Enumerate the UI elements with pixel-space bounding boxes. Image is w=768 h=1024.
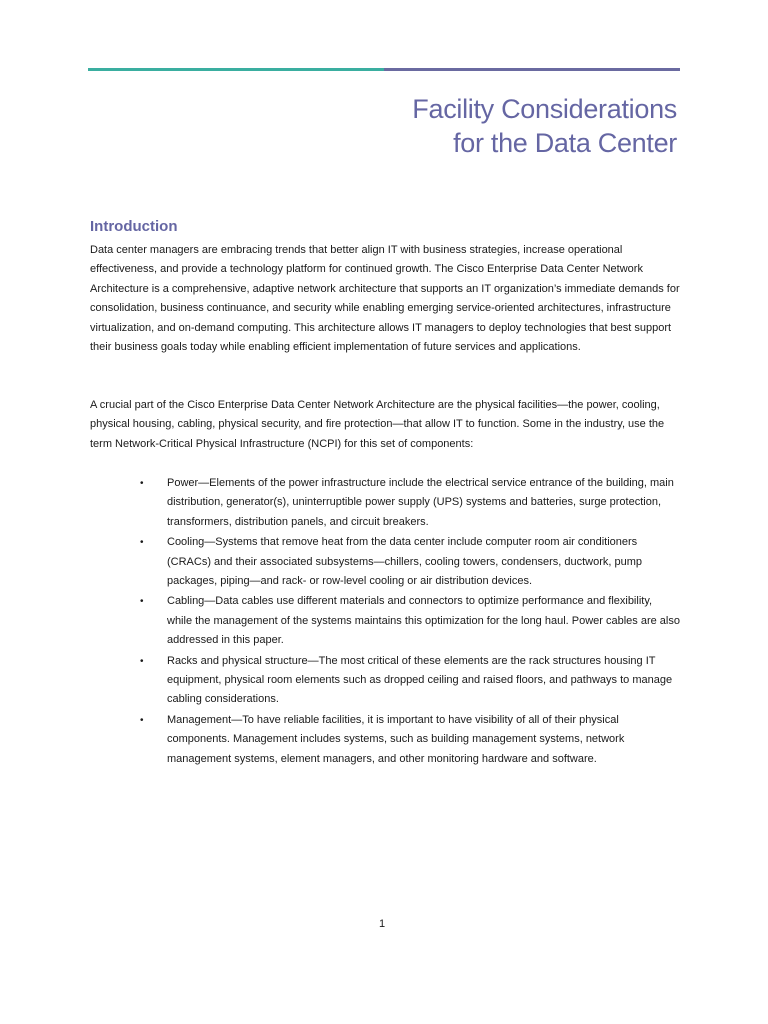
page-title [412, 92, 677, 160]
list-item [140, 711, 680, 769]
list-item [140, 592, 680, 650]
bullet-icon: • [140, 714, 144, 726]
intro-paragraph-1: Data center managers are embracing trends that better align IT with business strategies, increase operational effectiveness, and provide a technology platform for continued growth. The Cisco Enterprise Data Center Network Architecture is a comprehensive, adaptive network architecture that supports an IT organization’s immediate demands for consolidation, business continuance, and security while enabling emerging service-oriented architectures, infrastructure virtualization, and on-demand computing. This architecture allows IT managers to deploy technologies that best support their business goals today while enabling efficient implementation of future services and applications. [90, 244, 680, 354]
bullet-icon: • [140, 537, 144, 549]
list-item [140, 474, 680, 532]
list-item [140, 652, 680, 710]
bullet-text-cabling: Cabling—Data cables use different materials and connectors to optimize performance and flexibility, while the management of the systems maintains this optimization for the long haul. Power cables are also addressed in this paper. [167, 595, 680, 647]
bullet-text-management: Management—To have reliable facilities, it is important to have visibility of all of their physical components. Management includes systems, such as building management systems, network management systems, element managers, and other monitoring hardware and software. [167, 713, 625, 765]
page-title-line-1: Facility Considerations [412, 94, 677, 124]
header-rule-teal-segment [88, 68, 384, 71]
bullet-text-cooling: Cooling—Systems that remove heat from the data center include computer room air conditioners (CRACs) and their associated subsystems—chillers, cooling towers, condensers, ductwork, pump packages, piping—and rack- or row-level cooling or air distribution devices. [167, 536, 643, 588]
page-title-line-2: for the Data Center [453, 128, 677, 158]
header-rule [88, 68, 680, 71]
bullet-text-racks: Racks and physical structure—The most critical of these elements are the rack structures housing IT equipment, physical room elements such as dropped ceiling and raised floors, and pathways to manage cabling considerations. [167, 654, 673, 706]
bullet-text-power: Power—Elements of the power infrastructure include the electrical service entrance of the building, main distribution, generator(s), uninterruptible power supply (UPS) systems and batteries, surge protection, transformers, distribution panels, and circuit breakers. [167, 477, 674, 528]
page-number-text: 1 [378, 918, 386, 930]
bullet-icon: • [140, 655, 144, 667]
bullet-icon: • [140, 596, 144, 608]
header-rule-purple-segment [384, 68, 680, 71]
intro-paragraph-2: A crucial part of the Cisco Enterprise Data Center Network Architecture are the physical facilities—the power, cooling, physical housing, cabling, physical security, and fire protection—that allow IT to function. Some in the industry, use the term Network-Critical Physical Infrastructure (NCPI) for this set of components: [90, 399, 665, 450]
section-heading: Introduction [90, 218, 178, 235]
component-bullet-list [140, 474, 680, 769]
bullet-icon: • [140, 478, 144, 489]
list-item [140, 533, 680, 591]
page-number [0, 918, 768, 930]
